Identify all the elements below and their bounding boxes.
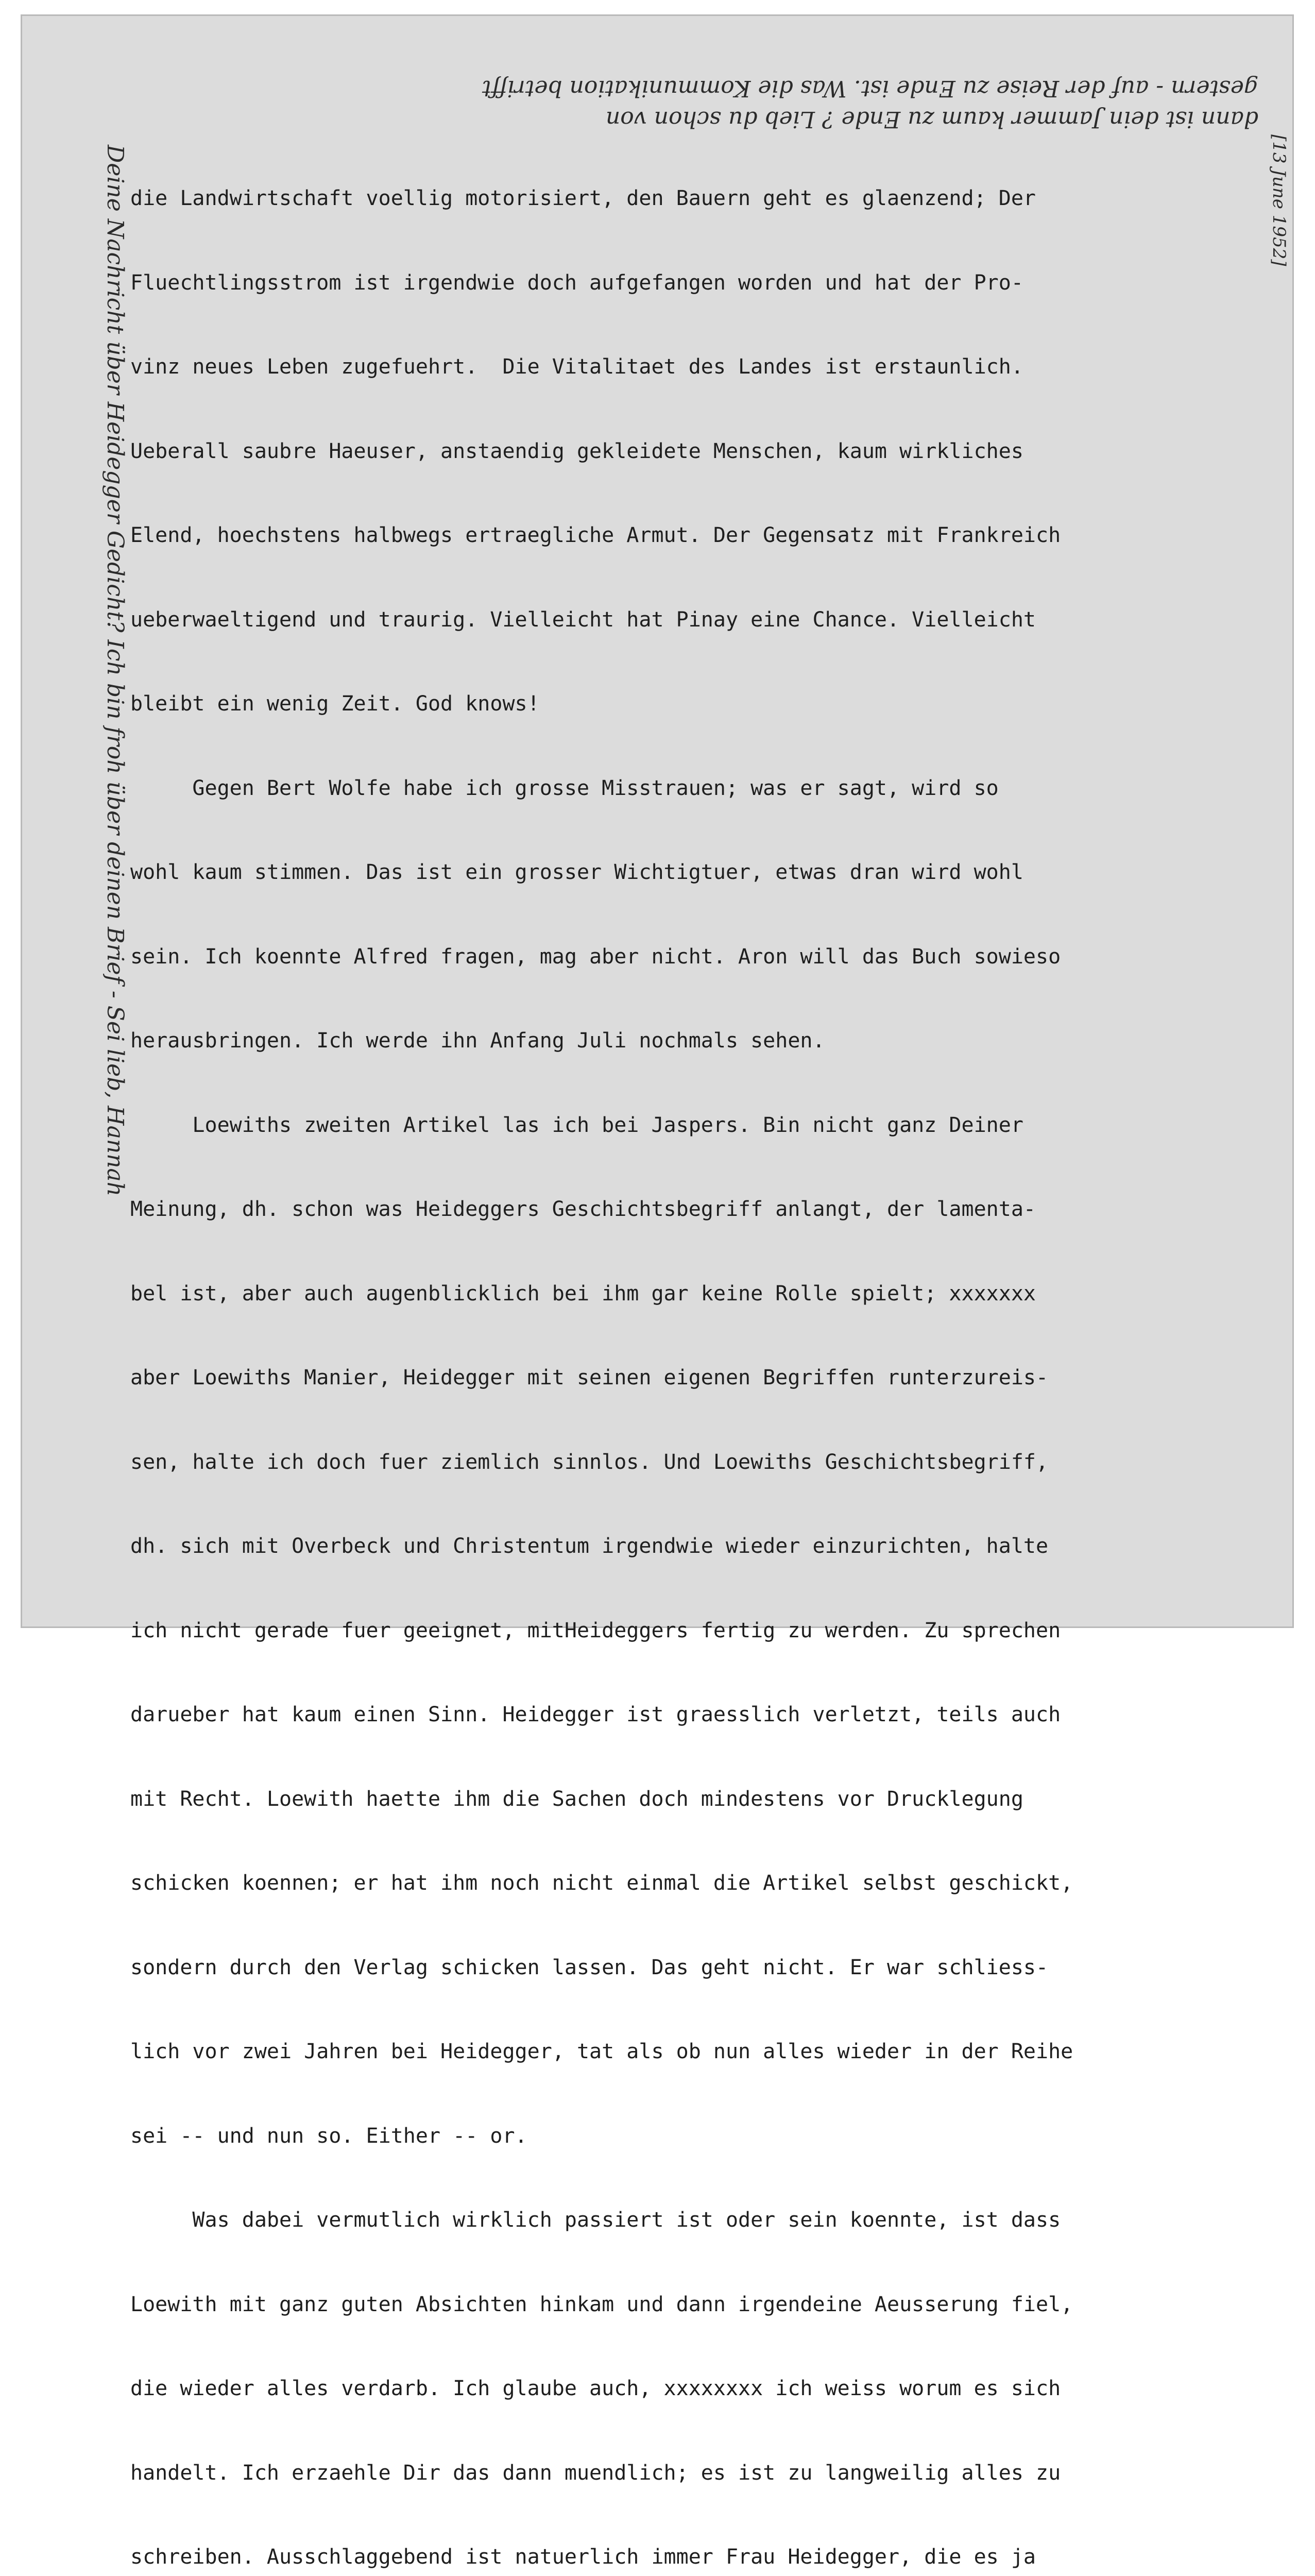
text-line: sei -- und nun so. Either -- or.: [130, 2124, 527, 2148]
text-line: bleibt ein wenig Zeit. God knows!: [130, 692, 540, 716]
text-line: Was dabei vermutlich wirklich passiert ist oder sein koennte, ist dass: [130, 2208, 1061, 2232]
handwritten-line: gestern - auf der Reise zu Ende ist. Was die Kommunikation betrifft: [482, 75, 1258, 101]
text-line: Loewith mit ganz guten Absichten hinkam und dann irgendeine Aeusserung fiel,: [130, 2292, 1073, 2316]
text-line: vinz neues Leben zugefuehrt. Die Vitalitaet des Landes ist erstaunlich.: [130, 355, 1023, 379]
text-line: sein. Ich koennte Alfred fragen, mag aber nicht. Aron will das Buch sowieso: [130, 944, 1061, 969]
text-line: aber Loewiths Manier, Heidegger mit seinen eigenen Begriffen runterzureis-: [130, 1366, 1049, 1389]
text-line: die wieder alles verdarb. Ich glaube auch, xxxxxxxx ich weiss worum es sich: [130, 2377, 1061, 2400]
text-line: handelt. Ich erzaehle Dir das dann muendlich; es ist zu langweilig alles zu: [130, 2461, 1061, 2485]
text-line: ich nicht gerade fuer geeignet, mitHeideggers fertig zu werden. Zu sprechen: [130, 1618, 1061, 1642]
text-line: wohl kaum stimmen. Das ist ein grosser Wichtigtuer, etwas dran wird wohl: [130, 860, 1023, 884]
text-line: schreiben. Ausschlaggebend ist natuerlich immer Frau Heidegger, die es ja: [130, 2545, 1036, 2569]
text-line: Meinung, dh. schon was Heideggers Geschichtsbegriff anlangt, der lamenta-: [130, 1197, 1036, 1221]
text-line: Loewiths zweiten Artikel las ich bei Jaspers. Bin nicht ganz Deiner: [130, 1113, 1023, 1137]
letter-page: [21, 14, 1294, 2569]
text-line: Ueberall saubre Haeuser, anstaendig gekleidete Menschen, kaum wirkliches: [130, 439, 1023, 463]
text-line: Gegen Bert Wolfe habe ich grosse Misstrauen; was er sagt, wird so: [130, 776, 999, 800]
text-line: mit Recht. Loewith haette ihm die Sachen doch mindestens vor Drucklegung: [130, 1787, 1023, 1811]
handwritten-note-left-margin: Deine Nachricht über Heidegger Gedicht? Ich bin froh über deinen Brief - Sei lieb, Hannah: [102, 145, 128, 1197]
typewritten-body: [130, 128, 1305, 2576]
handwritten-date-annotation: [13 June 1952]: [1269, 134, 1289, 266]
handwritten-note-top: [84, 57, 1258, 134]
text-line: lich vor zwei Jahren bei Heidegger, tat als ob nun alles wieder in der Reihe: [130, 2040, 1073, 2063]
text-line: darueber hat kaum einen Sinn. Heidegger ist graesslich verletzt, teils auch: [130, 1703, 1061, 1726]
text-line: sondern durch den Verlag schicken lassen. Das geht nicht. Er war schliess-: [130, 1955, 1049, 1979]
text-line: dh. sich mit Overbeck und Christentum irgendwie wieder einzurichten, halte: [130, 1534, 1049, 1558]
text-line: herausbringen. Ich werde ihn Anfang Juli nochmals sehen.: [130, 1029, 825, 1053]
text-line: Fluechtlingsstrom ist irgendwie doch aufgefangen worden und hat der Pro-: [130, 270, 1023, 295]
text-line: die Landwirtschaft voellig motorisiert, den Bauern geht es glaenzend; Der: [130, 187, 1036, 210]
text-line: sen, halte ich doch fuer ziemlich sinnlos. Und Loewiths Geschichtsbegriff,: [130, 1450, 1049, 1474]
text-line: ueberwaeltigend und traurig. Vielleicht hat Pinay eine Chance. Vielleicht: [130, 607, 1036, 632]
text-line: schicken koennen; er hat ihm noch nicht einmal die Artikel selbst geschickt,: [130, 1871, 1073, 1895]
text-line: bel ist, aber auch augenblicklich bei ihm gar keine Rolle spielt; xxxxxxx: [130, 1281, 1036, 1306]
text-line: Elend, hoechstens halbwegs ertraegliche Armut. Der Gegensatz mit Frankreich: [130, 523, 1061, 547]
handwritten-line: dann ist dein Jammer kaum zu Ende ? Lieb du schon von: [605, 106, 1258, 132]
